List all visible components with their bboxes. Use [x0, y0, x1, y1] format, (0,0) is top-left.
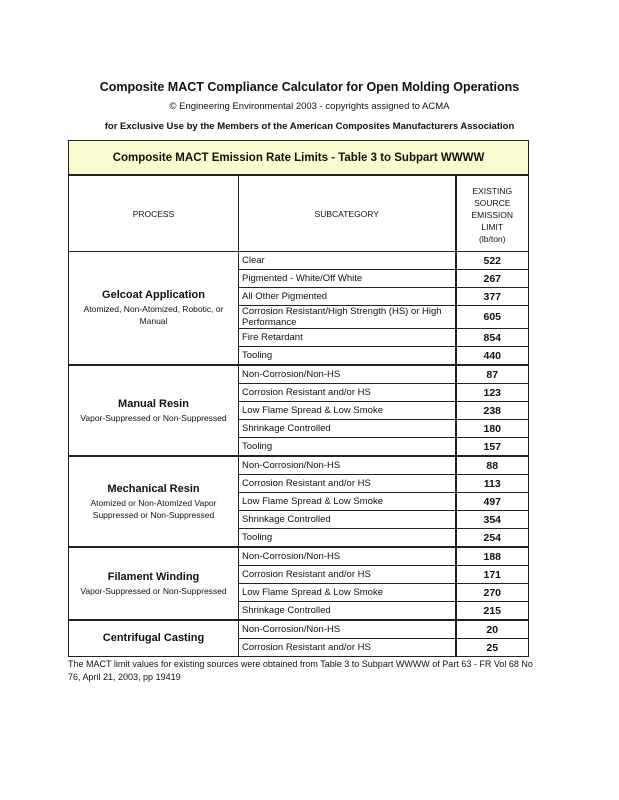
subcategory-cell: All Other Pigmented	[239, 288, 456, 306]
emission-limit-cell: 854	[456, 329, 529, 347]
process-cell	[69, 620, 239, 657]
emission-limits-table	[68, 140, 529, 657]
process-name: Mechanical Resin	[107, 482, 200, 495]
process-description: Vapor-Suppressed or Non-Suppressed	[80, 412, 227, 423]
emission-limit-cell: 354	[456, 511, 529, 529]
footnote: The MACT limit values for existing sources were obtained from Table 3 to Subpart WWWW of Part 63 - FR Vol 68 No 76, April 21, 2003, pp 19419	[68, 659, 533, 682]
subcategory-cell: Non-Corrosion/Non-HS	[239, 456, 456, 475]
process-description: Vapor-Suppressed or Non-Suppressed	[80, 585, 227, 596]
emission-limit-cell: 171	[456, 566, 529, 584]
subcategory-cell: Corrosion Resistant/High Strength (HS) or High Performance	[239, 306, 456, 329]
subcategory-cell: Pigmented - White/Off White	[239, 270, 456, 288]
process-name: Manual Resin	[118, 397, 189, 410]
exclusive-use-line: for Exclusive Use by the Members of the American Composites Manufacturers Association	[104, 121, 515, 132]
table-caption: Composite MACT Emission Rate Limits - Table 3 to Subpart WWWW	[69, 141, 529, 176]
emission-limit-cell: 497	[456, 493, 529, 511]
table-row	[69, 252, 529, 270]
limit-header-line: EXISTING	[472, 185, 513, 196]
subcategory-cell: Non-Corrosion/Non-HS	[239, 365, 456, 384]
subcategory-cell: Tooling	[239, 347, 456, 366]
process-name: Filament Winding	[107, 570, 200, 583]
subcategory-cell: Fire Retardant	[239, 329, 456, 347]
document-title: Composite MACT Compliance Calculator for Open Molding Operations	[99, 80, 520, 94]
subcategory-cell: Low Flame Spread & Low Smoke	[239, 402, 456, 420]
emission-limit-column-header	[456, 175, 529, 252]
subcategory-cell: Corrosion Resistant and/or HS	[239, 639, 456, 657]
emission-limit-cell: 267	[456, 270, 529, 288]
emission-limit-cell: 270	[456, 584, 529, 602]
table-row	[69, 456, 529, 475]
process-name: Centrifugal Casting	[102, 631, 205, 644]
process-name: Gelcoat Application	[102, 289, 205, 301]
subcategory-cell: Low Flame Spread & Low Smoke	[239, 584, 456, 602]
emission-limit-cell: 88	[456, 456, 529, 475]
limit-header-line: LIMIT	[481, 221, 504, 232]
subcategory-cell: Shrinkage Controlled	[239, 420, 456, 438]
subcategory-column-header: SUBCATEGORY	[239, 175, 456, 252]
emission-limit-cell: 87	[456, 365, 529, 384]
emission-limit-cell: 254	[456, 529, 529, 548]
copyright-line: © Engineering Environmental 2003 - copyrights assigned to ACMA	[169, 101, 450, 112]
table-row	[69, 365, 529, 384]
subcategory-cell: Low Flame Spread & Low Smoke	[239, 493, 456, 511]
process-cell	[69, 547, 239, 620]
emission-limit-cell: 238	[456, 402, 529, 420]
process-column-header: PROCESS	[69, 175, 239, 252]
subcategory-cell: Non-Corrosion/Non-HS	[239, 547, 456, 566]
emission-limit-cell: 123	[456, 384, 529, 402]
emission-limit-cell: 605	[456, 306, 529, 329]
subcategory-cell: Non-Corrosion/Non-HS	[239, 620, 456, 639]
emission-limit-cell: 188	[456, 547, 529, 566]
emission-limit-cell: 25	[456, 639, 529, 657]
limit-header-line: (lb/ton)	[479, 233, 506, 244]
limit-header-line: EMISSION	[471, 209, 514, 220]
table-row	[69, 547, 529, 566]
emission-limit-cell: 440	[456, 347, 529, 366]
process-cell	[69, 365, 239, 456]
process-cell	[69, 252, 239, 366]
emission-limit-cell: 20	[456, 620, 529, 639]
subcategory-cell: Corrosion Resistant and/or HS	[239, 566, 456, 584]
emission-limit-cell: 113	[456, 475, 529, 493]
subcategory-cell: Shrinkage Controlled	[239, 602, 456, 621]
subcategory-cell: Corrosion Resistant and/or HS	[239, 384, 456, 402]
emission-limit-cell: 215	[456, 602, 529, 621]
subcategory-cell: Tooling	[239, 529, 456, 548]
subcategory-cell: Clear	[239, 252, 456, 270]
subcategory-cell: Corrosion Resistant and/or HS	[239, 475, 456, 493]
process-description: Atomized or Non-Atomized Vapor Suppressed or Non-Suppressed	[90, 497, 217, 520]
emission-limit-cell: 377	[456, 288, 529, 306]
subcategory-cell: Shrinkage Controlled	[239, 511, 456, 529]
subcategory-cell: Tooling	[239, 438, 456, 457]
process-cell	[69, 456, 239, 547]
emission-limit-cell: 157	[456, 438, 529, 457]
limit-header-line: SOURCE	[474, 197, 511, 208]
table-body	[69, 252, 529, 657]
emission-limit-cell: 180	[456, 420, 529, 438]
emission-limit-cell: 522	[456, 252, 529, 270]
process-description: Atomized, Non-Atomized, Robotic, or Manual	[83, 304, 224, 326]
table-row	[69, 620, 529, 639]
